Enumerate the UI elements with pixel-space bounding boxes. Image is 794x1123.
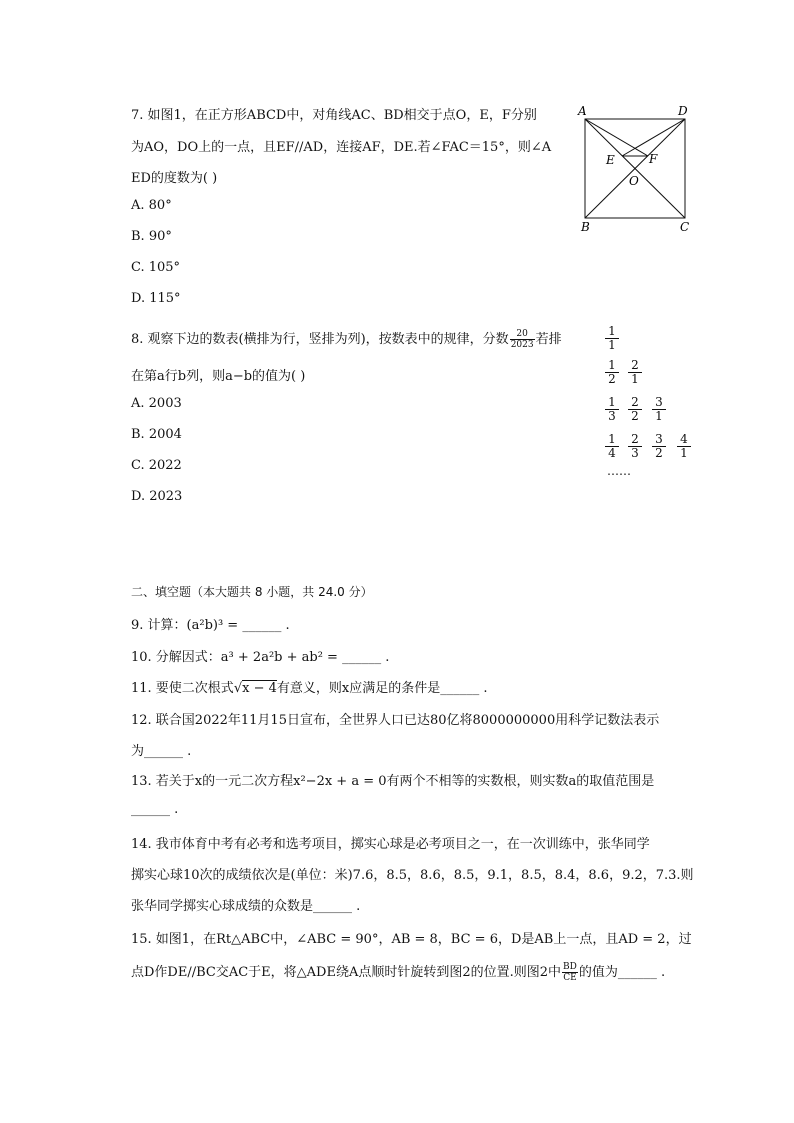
q8-line1 [131, 328, 562, 350]
q8-option-c: C. 2022 [131, 458, 182, 473]
q7-option-a: A. 80° [131, 198, 172, 213]
q8-line2: 在第a行b列，则a−b的值为( ) [131, 369, 306, 384]
q10: 10. 分解因式：a³ + 2a²b + ab² = ______ . [131, 650, 390, 665]
q11 [131, 677, 487, 696]
cell-den: 3 [608, 409, 616, 423]
q11-text-a: 11. 要使二次根式 [131, 681, 234, 696]
cell-den: 1 [680, 446, 688, 460]
cell-den: 2 [608, 372, 616, 386]
cell-den: 2 [655, 446, 663, 460]
q8-option-d: D. 2023 [131, 489, 183, 504]
table-cell [605, 396, 619, 423]
label-o: O [629, 174, 639, 188]
q11-text-b: 有意义，则x应满足的条件是______ . [276, 681, 488, 696]
cell-num: 2 [628, 359, 642, 373]
q15-fraction [562, 962, 578, 983]
q15-line1: 15. 如图1，在Rt△ABC中，∠ABC = 90°，AB = 8，BC = 6，D是AB上一点，且AD = 2，过 [131, 932, 692, 947]
q8-frac-den: 2023 [510, 340, 534, 350]
cell-den: 4 [608, 446, 616, 460]
cell-num: 4 [677, 433, 691, 447]
q7-option-b: B. 90° [131, 229, 172, 244]
table-cell [652, 396, 666, 423]
q7-line3: ED的度数为( ) [131, 171, 218, 186]
label-c: C [680, 220, 690, 234]
q15-line2-tail: 的值为______ . [578, 965, 666, 980]
cell-den: 2 [631, 409, 639, 423]
q15-line2 [131, 961, 665, 983]
table-cell [605, 359, 619, 386]
cell-den: 3 [631, 446, 639, 460]
q9: 9. 计算：(a²b)³ = ______ . [131, 618, 290, 633]
q12-line1: 12. 联合国2022年11月15日宣布，全世界人口已达80亿将8000000000用科学记数法表示 [131, 713, 660, 728]
cell-num: 3 [652, 433, 666, 447]
cell-num: 2 [628, 433, 642, 447]
sqrt-icon: √ [233, 681, 243, 696]
cell-num: 3 [652, 396, 666, 410]
cell-num: 1 [605, 396, 619, 410]
table-cell [605, 325, 619, 352]
cell-den: 1 [608, 338, 616, 352]
cell-num: 1 [605, 433, 619, 447]
cell-num: 2 [628, 396, 642, 410]
q7-line2: 为AO，DO上的一点，且EF//AD，连接AF，DE.若∠FAC＝15°，则∠A [131, 140, 552, 155]
label-d: D [678, 104, 688, 118]
q15-line2-text: 点D作DE//BC交AC于E，将△ADE绕A点顺时针旋转到图2的位置.则图2中 [131, 965, 562, 980]
q7-line1: 7. 如图1，在正方形ABCD中，对角线AC、BD相交于点O，E，F分别 [131, 108, 537, 123]
q12-line2: 为______ . [131, 744, 192, 759]
label-e: E [606, 153, 615, 167]
label-f: F [649, 152, 658, 166]
q8-option-b: B. 2004 [131, 427, 182, 442]
table-cell [605, 433, 619, 460]
table-ellipsis: …… [607, 464, 631, 478]
table-cell [652, 433, 666, 460]
cell-num: 1 [605, 325, 619, 339]
table-cell [677, 433, 691, 460]
section-2-heading: 二、填空题（本大题共 8 小题，共 24.0 分） [131, 585, 373, 599]
q14-line2: 掷实心球10次的成绩依次是(单位：米)7.6，8.5，8.6，8.5，9.1，8.5，8.4，8.6，9.2，7.3.则 [131, 868, 694, 883]
q15-frac-den: CE [563, 973, 577, 983]
label-b: B [581, 220, 590, 234]
cell-num: 1 [605, 359, 619, 373]
table-cell [628, 433, 642, 460]
q8-option-a: A. 2003 [131, 396, 182, 411]
q7-option-d: D. 115° [131, 291, 181, 306]
q7-option-c: C. 105° [131, 260, 181, 275]
q8-line1-tail: 若排 [535, 332, 562, 347]
q14-line3: 张华同学掷实心球成绩的众数是______ . [131, 899, 361, 914]
q13-line2: ______ . [131, 802, 179, 817]
q15-frac-num: BD [563, 962, 577, 972]
q11-radicand: x − 4 [242, 681, 277, 696]
q13-line1: 13. 若关于x的一元二次方程x²−2x + a = 0有两个不相等的实数根，则实数a的取值范围是 [131, 774, 655, 789]
label-a: A [578, 104, 587, 118]
cell-den: 1 [631, 372, 639, 386]
q7-square-figure [572, 100, 702, 236]
table-cell [628, 359, 642, 386]
q8-line1-text: 8. 观察下边的数表(横排为行，竖排为列)，按数表中的规律，分数 [131, 332, 509, 347]
cell-den: 1 [655, 409, 663, 423]
table-cell [628, 396, 642, 423]
q8-fraction [510, 329, 535, 350]
q8-frac-num: 20 [510, 329, 535, 340]
q14-line1: 14. 我市体育中考有必考和选考项目，掷实心球是必考项目之一，在一次训练中，张华同学 [131, 837, 650, 852]
